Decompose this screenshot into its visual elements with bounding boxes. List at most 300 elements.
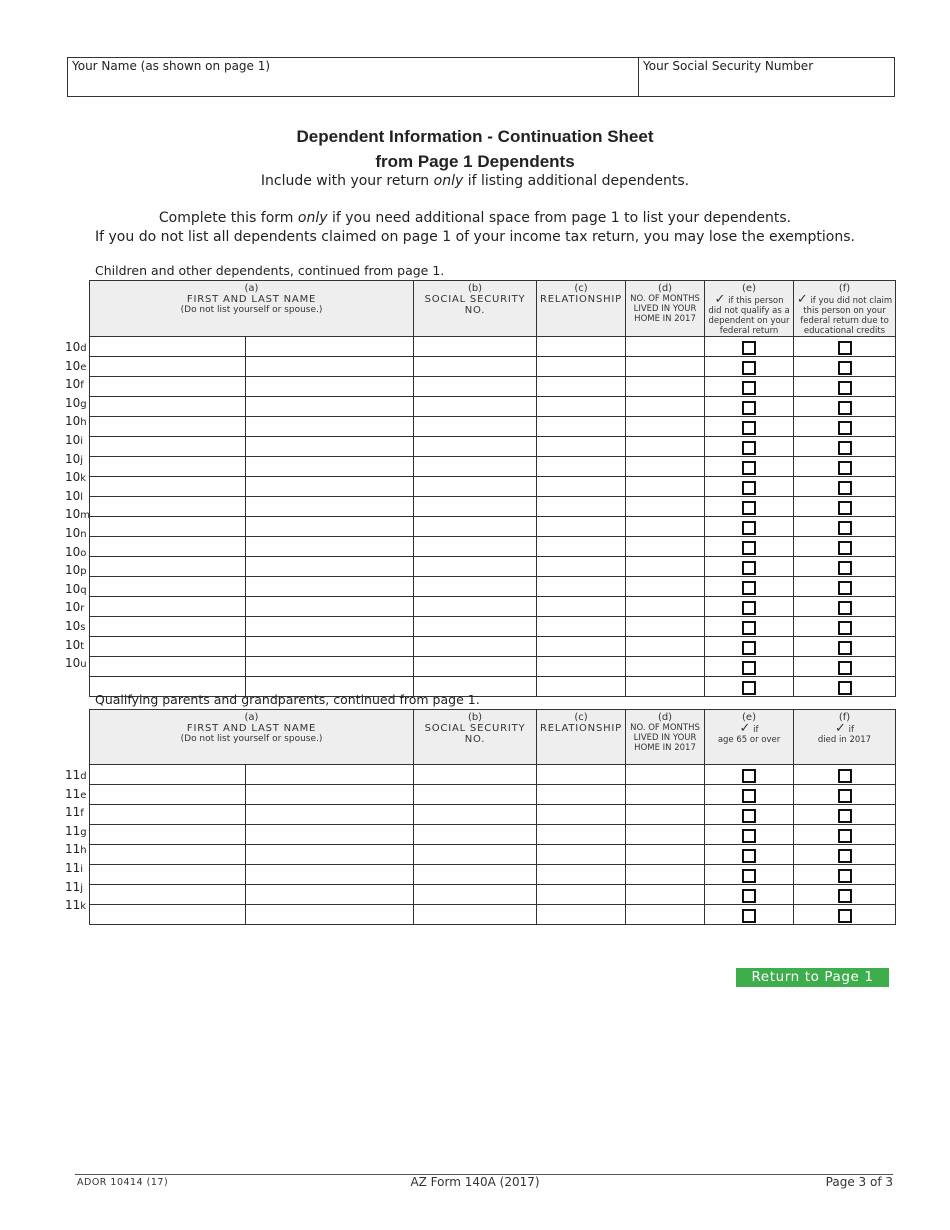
last-name-input[interactable]: [246, 766, 413, 785]
last-name-input[interactable]: [246, 618, 413, 637]
checkbox-cell-e: [705, 765, 794, 785]
months-input[interactable]: [626, 378, 704, 397]
first-name-input[interactable]: [90, 398, 245, 417]
checkbox-cell-f: [794, 677, 896, 697]
col-d-line3: HOME IN 2017: [634, 743, 696, 753]
months-input[interactable]: [626, 478, 704, 497]
relationship-cell: [537, 577, 626, 597]
last-name-input[interactable]: [246, 418, 413, 437]
relationship-input[interactable]: [537, 458, 625, 477]
first-name-input[interactable]: [90, 338, 245, 357]
months-input[interactable]: [626, 846, 704, 865]
last-name-input[interactable]: [246, 658, 413, 677]
row-line-label: [65, 378, 84, 392]
months-cell: [626, 457, 705, 477]
table-row: [90, 337, 896, 357]
checkbox-e[interactable]: [742, 829, 756, 843]
checkbox-f[interactable]: [838, 541, 852, 555]
row-line-suffix: p: [80, 566, 87, 578]
first-name-cell: [90, 885, 246, 905]
row-line-label: [65, 415, 87, 429]
checkbox-e[interactable]: [742, 581, 756, 595]
row-line-number: 11: [65, 898, 81, 913]
last-name-input[interactable]: [246, 358, 413, 377]
ssn-cell-cell: [414, 617, 537, 637]
last-name-input[interactable]: [246, 906, 413, 925]
ssn-cell-input[interactable]: [414, 846, 536, 865]
first-name-input[interactable]: [90, 846, 245, 865]
checkbox-e[interactable]: [742, 521, 756, 535]
row-line-label: [65, 453, 83, 467]
first-name-input[interactable]: [90, 538, 245, 557]
table-row: [90, 905, 896, 925]
row-line-label: [65, 490, 83, 504]
ssn-cell-input[interactable]: [414, 338, 536, 357]
row-line-label: [65, 899, 86, 913]
return-to-page1-button[interactable]: Return to Page 1: [736, 968, 889, 987]
relationship-cell: [537, 497, 626, 517]
relationship-cell: [537, 337, 626, 357]
row-line-label: [65, 471, 86, 485]
relationship-input[interactable]: [537, 498, 625, 517]
months-input[interactable]: [626, 658, 704, 677]
months-input[interactable]: [626, 638, 704, 657]
relationship-cell: [537, 457, 626, 477]
relationship-input[interactable]: [537, 658, 625, 677]
last-name-cell: [246, 885, 414, 905]
checkmark-icon: ✓: [835, 721, 846, 736]
row-line-suffix: n: [80, 529, 87, 540]
ssn-cell-input[interactable]: [414, 638, 536, 657]
checkbox-cell-f: [794, 637, 896, 657]
last-name-input[interactable]: [246, 598, 413, 617]
ssn-cell-input[interactable]: [414, 886, 536, 905]
checkbox-f[interactable]: [838, 769, 852, 783]
relationship-input[interactable]: [537, 826, 625, 845]
ssn-cell-input[interactable]: [414, 398, 536, 417]
col-header-name: [90, 281, 414, 337]
ssn-cell-input[interactable]: [414, 766, 536, 785]
months-input[interactable]: [626, 438, 704, 457]
instruction-before: Complete this form: [158, 210, 298, 226]
col-e-line1: [705, 723, 793, 735]
months-input[interactable]: [626, 558, 704, 577]
first-name-input[interactable]: [90, 806, 245, 825]
months-cell: [626, 805, 705, 825]
months-input[interactable]: [626, 766, 704, 785]
first-name-cell: [90, 357, 246, 377]
name-field-box: [68, 58, 639, 96]
checkbox-f[interactable]: [838, 829, 852, 843]
checkbox-e[interactable]: [742, 421, 756, 435]
months-input[interactable]: [626, 398, 704, 417]
checkbox-cell-f: [794, 805, 896, 825]
relationship-input[interactable]: [537, 886, 625, 905]
first-name-input[interactable]: [90, 438, 245, 457]
ssn-cell-input[interactable]: [414, 458, 536, 477]
relationship-input[interactable]: [537, 338, 625, 357]
checkbox-f[interactable]: [838, 381, 852, 395]
checkbox-f[interactable]: [838, 621, 852, 635]
row-line-number: 10: [65, 656, 81, 671]
checkbox-f[interactable]: [838, 421, 852, 435]
col-d-letter: (d): [657, 712, 673, 723]
months-cell: [626, 865, 705, 885]
checkbox-f[interactable]: [838, 789, 852, 803]
last-name-input[interactable]: [246, 786, 413, 805]
col-header-relationship: [537, 710, 626, 765]
months-input[interactable]: [626, 826, 704, 845]
checkbox-e[interactable]: [742, 541, 756, 555]
checkbox-cell-e: [705, 617, 794, 637]
relationship-input[interactable]: [537, 478, 625, 497]
checkbox-cell-f: [794, 417, 896, 437]
checkbox-f[interactable]: [838, 581, 852, 595]
table-row: [90, 617, 896, 637]
ssn-cell-input[interactable]: [414, 906, 536, 925]
table-row: [90, 637, 896, 657]
ssn-cell-input[interactable]: [414, 658, 536, 677]
col-header-age65: [705, 710, 794, 765]
last-name-input[interactable]: [246, 866, 413, 885]
checkbox-f[interactable]: [838, 561, 852, 575]
months-input[interactable]: [626, 678, 704, 697]
last-name-input[interactable]: [246, 438, 413, 457]
checkbox-f[interactable]: [838, 521, 852, 535]
last-name-input[interactable]: [246, 578, 413, 597]
ssn-cell-cell: [414, 865, 537, 885]
row-line-suffix: r: [80, 603, 85, 615]
relationship-input[interactable]: [537, 358, 625, 377]
relationship-input[interactable]: [537, 806, 625, 825]
checkbox-f[interactable]: [838, 461, 852, 475]
ssn-input[interactable]: [643, 73, 890, 91]
row-line-number: 10: [65, 340, 81, 354]
row-line-suffix: u: [80, 659, 87, 671]
first-name-cell: [90, 557, 246, 577]
relationship-input[interactable]: [537, 538, 625, 557]
relationship-input[interactable]: [537, 786, 625, 805]
first-name-cell: [90, 577, 246, 597]
last-name-input[interactable]: [246, 398, 413, 417]
first-name-cell: [90, 517, 246, 537]
relationship-input[interactable]: [537, 618, 625, 637]
checkbox-e[interactable]: [742, 361, 756, 375]
first-name-input[interactable]: [90, 658, 245, 677]
first-name-input[interactable]: [90, 906, 245, 925]
ssn-cell-input[interactable]: [414, 498, 536, 517]
row-line-number: 11: [65, 842, 81, 857]
row-line-suffix: k: [80, 901, 87, 913]
last-name-cell: [246, 537, 414, 557]
ssn-cell-cell: [414, 785, 537, 805]
relationship-input[interactable]: [537, 398, 625, 417]
table-row: [90, 785, 896, 805]
checkbox-cell-e: [705, 457, 794, 477]
checkbox-e[interactable]: [742, 889, 756, 903]
row-line-label: [65, 546, 86, 560]
relationship-input[interactable]: [537, 598, 625, 617]
months-cell: [626, 517, 705, 537]
first-name-input[interactable]: [90, 498, 245, 517]
ssn-cell-input[interactable]: [414, 826, 536, 845]
checkbox-f[interactable]: [838, 641, 852, 655]
checkbox-e[interactable]: [742, 681, 756, 695]
months-input[interactable]: [626, 418, 704, 437]
ssn-cell-cell: [414, 437, 537, 457]
checkbox-e[interactable]: [742, 869, 756, 883]
col-d-line1: NO. OF MONTHS: [630, 723, 700, 733]
last-name-cell: [246, 825, 414, 845]
first-name-cell: [90, 477, 246, 497]
months-input[interactable]: [626, 806, 704, 825]
ssn-cell-cell: [414, 497, 537, 517]
months-input[interactable]: [626, 906, 704, 925]
instruction-emphasis: only: [297, 210, 328, 226]
ssn-cell-input[interactable]: [414, 578, 536, 597]
name-input[interactable]: [72, 73, 634, 91]
checkbox-f[interactable]: [838, 849, 852, 863]
ssn-cell-input[interactable]: [414, 438, 536, 457]
col-a-note: (Do not list yourself or spouse.): [180, 734, 323, 744]
checkbox-e[interactable]: [742, 641, 756, 655]
checkbox-e[interactable]: [742, 401, 756, 415]
relationship-input[interactable]: [537, 906, 625, 925]
last-name-input[interactable]: [246, 638, 413, 657]
checkbox-cell-f: [794, 397, 896, 417]
months-input[interactable]: [626, 618, 704, 637]
last-name-input[interactable]: [246, 458, 413, 477]
ssn-cell-input[interactable]: [414, 618, 536, 637]
first-name-input[interactable]: [90, 638, 245, 657]
checkbox-e[interactable]: [742, 849, 756, 863]
relationship-input[interactable]: [537, 378, 625, 397]
table-row: [90, 397, 896, 417]
relationship-input[interactable]: [537, 578, 625, 597]
checkmark-icon: ✓: [796, 292, 808, 307]
relationship-cell: [537, 885, 626, 905]
months-cell: [626, 357, 705, 377]
last-name-input[interactable]: [246, 826, 413, 845]
relationship-cell: [537, 677, 626, 697]
relationship-input[interactable]: [537, 518, 625, 537]
ssn-cell-input[interactable]: [414, 558, 536, 577]
checkbox-cell-f: [794, 825, 896, 845]
last-name-input[interactable]: [246, 806, 413, 825]
table-row: [90, 657, 896, 677]
table-row: [90, 577, 896, 597]
checkbox-f[interactable]: [838, 341, 852, 355]
relationship-input[interactable]: [537, 846, 625, 865]
ssn-cell-input[interactable]: [414, 538, 536, 557]
row-line-suffix: h: [80, 417, 87, 429]
col-f-line2: died in 2017: [817, 735, 872, 745]
checkbox-e[interactable]: [742, 561, 756, 575]
relationship-input[interactable]: [537, 766, 625, 785]
checkbox-e[interactable]: [742, 341, 756, 355]
row-line-number: 10: [65, 433, 81, 447]
first-name-input[interactable]: [90, 826, 245, 845]
months-input[interactable]: [626, 538, 704, 557]
first-name-input[interactable]: [90, 358, 245, 377]
checkbox-cell-f: [794, 577, 896, 597]
last-name-input[interactable]: [246, 558, 413, 577]
first-name-input[interactable]: [90, 478, 245, 497]
row-line-suffix: d: [80, 771, 87, 782]
row-line-number: 10: [65, 619, 81, 633]
months-input[interactable]: [626, 866, 704, 885]
checkbox-f[interactable]: [838, 361, 852, 375]
relationship-input[interactable]: [537, 638, 625, 657]
first-name-input[interactable]: [90, 618, 245, 637]
first-name-input[interactable]: [90, 578, 245, 597]
last-name-input[interactable]: [246, 538, 413, 557]
checkbox-e[interactable]: [742, 601, 756, 615]
checkbox-e[interactable]: [742, 621, 756, 635]
table-row: [90, 537, 896, 557]
checkbox-f[interactable]: [838, 809, 852, 823]
last-name-input[interactable]: [246, 498, 413, 517]
ssn-cell-input[interactable]: [414, 358, 536, 377]
checkbox-e[interactable]: [742, 909, 756, 923]
footer-form-code: ADOR 10414 (17): [77, 1177, 169, 1188]
first-name-input[interactable]: [90, 866, 245, 885]
checkbox-f[interactable]: [838, 869, 852, 883]
last-name-cell: [246, 765, 414, 785]
form-title-line1: Dependent Information - Continuation Sheet: [296, 127, 654, 146]
col-a-note: (Do not list yourself or spouse.): [180, 305, 323, 315]
row-line-label: [65, 657, 87, 671]
first-name-cell: [90, 845, 246, 865]
months-input[interactable]: [626, 358, 704, 377]
ssn-cell-input[interactable]: [414, 866, 536, 885]
instruction-line1: [0, 210, 950, 226]
first-name-cell: [90, 417, 246, 437]
ssn-cell-input[interactable]: [414, 598, 536, 617]
relationship-cell: [537, 437, 626, 457]
checkbox-cell-f: [794, 905, 896, 925]
row-line-suffix: f: [80, 808, 84, 820]
parents-dependents-table: [89, 709, 896, 925]
first-name-input[interactable]: [90, 518, 245, 537]
months-cell: [626, 377, 705, 397]
months-input[interactable]: [626, 518, 704, 537]
row-line-suffix: i: [80, 436, 84, 447]
months-input[interactable]: [626, 498, 704, 517]
checkbox-cell-e: [705, 577, 794, 597]
checkbox-e[interactable]: [742, 769, 756, 783]
last-name-input[interactable]: [246, 886, 413, 905]
ssn-cell-input[interactable]: [414, 786, 536, 805]
subtitle-before: Include with your return: [260, 173, 434, 189]
checkbox-e[interactable]: [742, 661, 756, 675]
col-c-title: RELATIONSHIP: [540, 723, 623, 734]
row-line-number: 10: [65, 544, 81, 559]
relationship-input[interactable]: [537, 558, 625, 577]
checkbox-f[interactable]: [838, 909, 852, 923]
table-row: [90, 885, 896, 905]
ssn-cell-cell: [414, 357, 537, 377]
checkbox-e[interactable]: [742, 789, 756, 803]
checkbox-e[interactable]: [742, 381, 756, 395]
first-name-input[interactable]: [90, 378, 245, 397]
checkbox-cell-e: [705, 537, 794, 557]
relationship-input[interactable]: [537, 866, 625, 885]
checkbox-f[interactable]: [838, 681, 852, 695]
months-input[interactable]: [626, 886, 704, 905]
first-name-input[interactable]: [90, 558, 245, 577]
table-row: [90, 437, 896, 457]
relationship-cell: [537, 617, 626, 637]
last-name-input[interactable]: [246, 378, 413, 397]
checkbox-f[interactable]: [838, 441, 852, 455]
ssn-cell-input[interactable]: [414, 518, 536, 537]
ssn-cell-cell: [414, 377, 537, 397]
table-row: [90, 377, 896, 397]
relationship-input[interactable]: [537, 418, 625, 437]
months-cell: [626, 537, 705, 557]
ssn-cell-input[interactable]: [414, 806, 536, 825]
relationship-input[interactable]: [537, 438, 625, 457]
ssn-cell-input[interactable]: [414, 478, 536, 497]
months-input[interactable]: [626, 598, 704, 617]
last-name-cell: [246, 377, 414, 397]
checkbox-cell-e: [705, 417, 794, 437]
last-name-input[interactable]: [246, 846, 413, 865]
checkbox-e[interactable]: [742, 501, 756, 515]
last-name-input[interactable]: [246, 518, 413, 537]
relationship-input[interactable]: [537, 678, 625, 697]
first-name-input[interactable]: [90, 418, 245, 437]
checkbox-f[interactable]: [838, 481, 852, 495]
ssn-cell-input[interactable]: [414, 378, 536, 397]
last-name-cell: [246, 557, 414, 577]
checkbox-e[interactable]: [742, 481, 756, 495]
months-input[interactable]: [626, 458, 704, 477]
checkbox-cell-e: [705, 477, 794, 497]
checkbox-e[interactable]: [742, 441, 756, 455]
first-name-input[interactable]: [90, 786, 245, 805]
ssn-cell-input[interactable]: [414, 418, 536, 437]
checkbox-e[interactable]: [742, 809, 756, 823]
months-input[interactable]: [626, 578, 704, 597]
checkbox-f[interactable]: [838, 661, 852, 675]
first-name-input[interactable]: [90, 886, 245, 905]
last-name-input[interactable]: [246, 478, 413, 497]
relationship-cell: [537, 845, 626, 865]
last-name-input[interactable]: [246, 338, 413, 357]
months-input[interactable]: [626, 786, 704, 805]
checkbox-f[interactable]: [838, 601, 852, 615]
checkbox-f[interactable]: [838, 401, 852, 415]
first-name-input[interactable]: [90, 458, 245, 477]
first-name-input[interactable]: [90, 766, 245, 785]
checkbox-e[interactable]: [742, 461, 756, 475]
checkbox-f[interactable]: [838, 501, 852, 515]
checkbox-f[interactable]: [838, 889, 852, 903]
first-name-cell: [90, 617, 246, 637]
months-input[interactable]: [626, 338, 704, 357]
checkbox-cell-e: [705, 397, 794, 417]
first-name-input[interactable]: [90, 598, 245, 617]
row-line-number: 10: [65, 637, 81, 652]
form-subtitle: [0, 173, 950, 189]
row-line-label: [65, 397, 87, 411]
relationship-cell: [537, 765, 626, 785]
months-cell: [626, 637, 705, 657]
col-d-line3: HOME IN 2017: [634, 314, 696, 324]
checkbox-cell-e: [705, 517, 794, 537]
